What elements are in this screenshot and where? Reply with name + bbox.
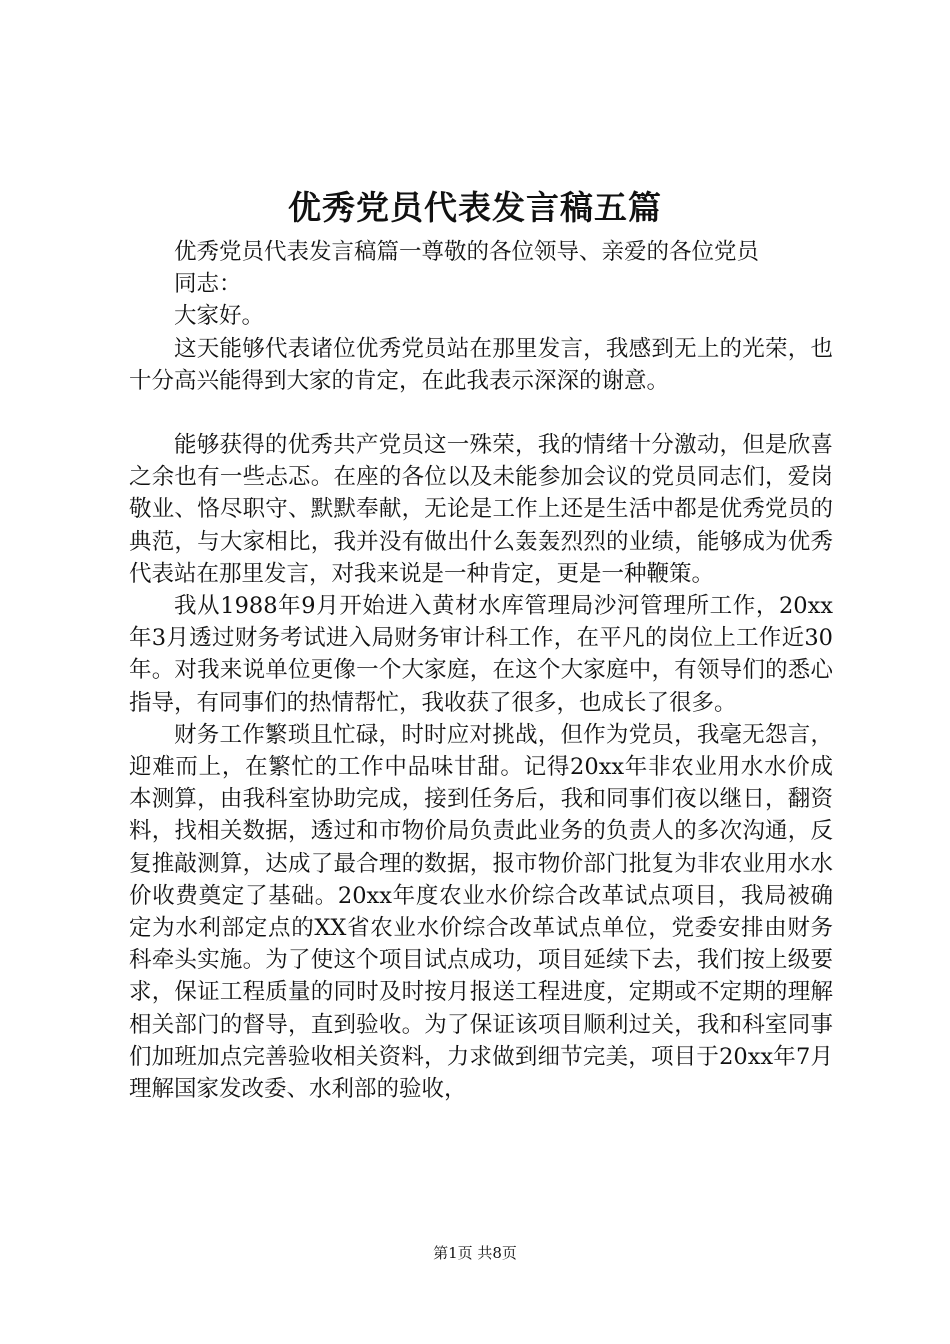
paragraph: 同志： <box>174 271 242 298</box>
paragraph-gap <box>129 397 833 429</box>
page-footer: 第1页 共8页 <box>433 1244 517 1262</box>
paragraph: 能够获得的优秀共产党员这一殊荣，我的情绪十分激动，但是欣喜之余也有一些忐忑。在座的各位以及未能参加会议的党员同志们，爱岗敬业、恪尽职守、默默奉献，无论是工作上还是生活中都是优秀党员的典范，与大家相比，我并没有做出什么轰轰烈烈的业绩，能够成为优秀代表站在那里发言，对我来说是一种肯定，更是一种鞭策。 <box>129 432 833 587</box>
paragraph: 大家好。 <box>174 303 265 330</box>
paragraph: 我从1988年9月开始进入黄材水库管理局沙河管理所工作，20xx年3月透过财务考试进入局财务审计科工作，在平凡的岗位上工作近30年。对我来说单位更像一个大家庭，在这个大家庭中，有领导们的悉心指导，有同事们的热情帮忙，我收获了很多，也成长了很多。 <box>129 593 833 716</box>
paragraph: 这天能够代表诸位优秀党员站在那里发言，我感到无上的光荣，也十分高兴能得到大家的肯定，在此我表示深深的谢意。 <box>129 335 833 394</box>
document-body <box>129 236 833 1105</box>
document-title: 优秀党员代表发言稿五篇 <box>288 188 662 227</box>
paragraph: 财务工作繁琐且忙碌，时时应对挑战，但作为党员，我毫无怨言，迎难而上，在繁忙的工作中品味甘甜。记得20xx年非农业用水水价成本测算，由我科室协助完成，接到任务后，我和同事们夜以继日，翻资料，找相关数据，透过和市物价局负责此业务的负责人的多次沟通，反复推敲测算，达成了最合理的数据，报市物价部门批复为非农业用水水价收费奠定了基础。20xx年度农业水价综合改革试点项目，我局被确定为水利部定点的XX省农业水价综合改革试点单位，党委安排由财务科牵头实施。为了使这个项目试点成功，项目延续下去，我们按上级要求，保证工程质量的同时及时按月报送工程进度，定期或不定期的理解相关部门的督导，直到验收。为了保证该项目顺利过关，我和科室同事们加班加点完善验收相关资料，力求做到细节完美，项目于20xx年7月理解国家发改委、水利部的验收， <box>129 721 833 1103</box>
paragraph: 优秀党员代表发言稿篇一尊敬的各位领导、亲爱的各位党员 <box>174 239 760 265</box>
